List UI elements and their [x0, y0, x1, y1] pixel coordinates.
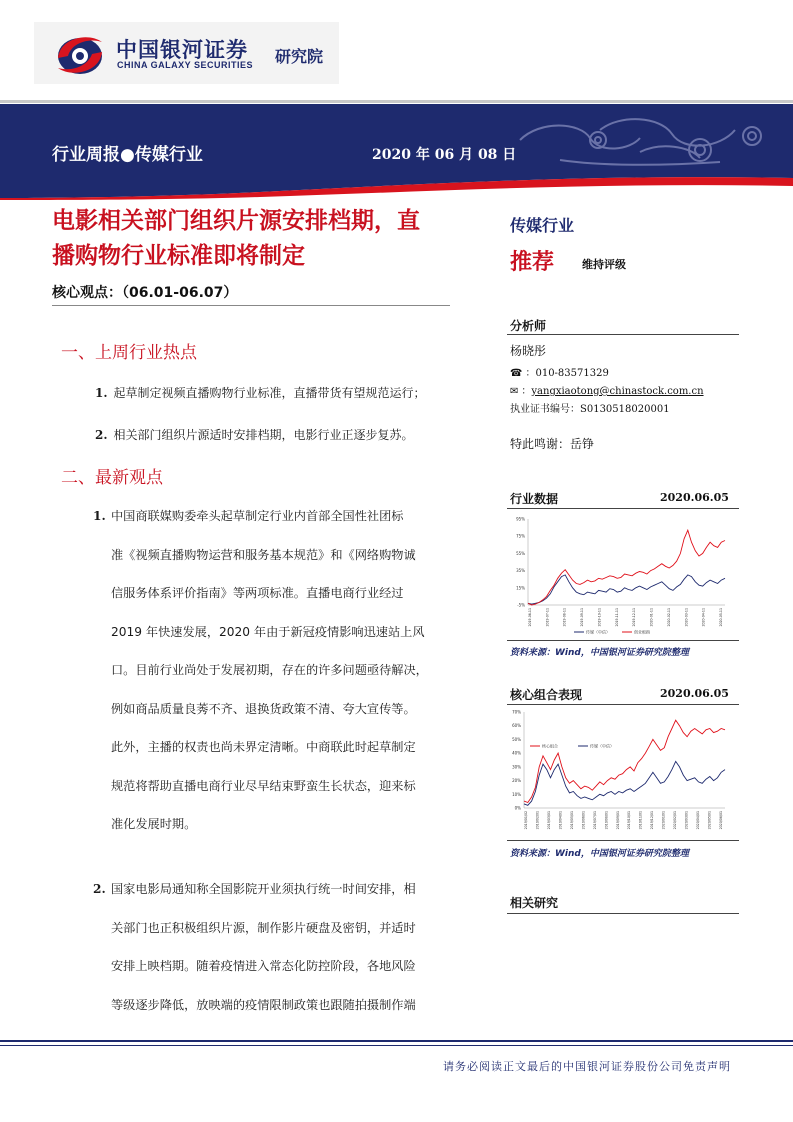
- x-tick-label: 2019/03/01: [546, 811, 551, 830]
- viewpoint-item-1: [93, 497, 453, 844]
- x-tick-label: 2019/07/01: [592, 811, 597, 830]
- industry-chart: [510, 513, 732, 638]
- company-name-cn: 中国银河证券: [116, 38, 248, 62]
- hot-item-number: 2.: [95, 428, 108, 442]
- email-prefix: ：: [521, 386, 532, 397]
- main-title-line1: 电影相关部门组织片源安排档期，直: [52, 208, 420, 234]
- analyst-phone: [510, 364, 609, 379]
- x-tick-label: 2020/04/01: [696, 811, 701, 830]
- viewpoint-line: 准化发展时期。: [111, 817, 197, 831]
- analyst-email: [510, 382, 704, 397]
- main-title-line2: 播购物行业标准即将制定: [52, 243, 305, 269]
- analyst-heading: 分析师: [510, 319, 547, 333]
- mail-icon: ✉: [510, 386, 519, 397]
- x-tick-label: 2020/01/01: [661, 811, 666, 830]
- chart1-date: 2020.06.05: [660, 491, 729, 504]
- legend-label: 传媒（中信）: [590, 743, 614, 749]
- x-tick-label: 2020-05-11: [719, 608, 723, 627]
- viewpoint-item-2: [93, 870, 453, 1024]
- industry-name: 传媒行业: [510, 216, 575, 235]
- y-tick-label: 50%: [512, 736, 521, 742]
- viewpoint-line: 口。目前行业尚处于发展初期，存在的许多问题亟待解决，: [111, 663, 428, 677]
- core-view-label: 核心观点：（06.01-06.07）: [52, 285, 238, 301]
- related-rule: [507, 913, 739, 914]
- hot-item: [95, 426, 414, 443]
- report-date: 2020 年 06 月 08 日: [372, 147, 517, 163]
- chart1-heading: 行业数据: [510, 492, 559, 506]
- viewpoint-line: 中国商联媒购委牵头起草制定行业内首部全国性社团标: [111, 509, 404, 523]
- chart2-source: 资料来源：Wind，中国银河证券研究院整理: [510, 849, 689, 859]
- viewpoint-line: 安排上映档期。随着疫情进入常态化防控阶段，各地风险: [111, 959, 416, 973]
- portfolio-chart: [510, 708, 732, 836]
- viewpoint-line: 规范将帮助直播电商行业尽早结束野蛮生长状态，迎来标: [111, 778, 416, 793]
- footer-rule: [0, 1040, 793, 1042]
- x-tick-label: 2019/02/01: [535, 811, 540, 830]
- x-tick-label: 2019/09/01: [615, 811, 620, 830]
- y-tick-label: 30%: [512, 764, 521, 770]
- chart2-heading: 核心组合表现: [510, 688, 583, 702]
- footer-rule-thin: [0, 1045, 793, 1046]
- y-tick-label: 70%: [512, 709, 521, 715]
- y-tick-label: 55%: [516, 550, 525, 556]
- y-tick-label: 95%: [516, 516, 525, 522]
- y-tick-label: 15%: [516, 585, 525, 591]
- viewpoint-line: 此外，主播的权责也尚未界定清晰。中商联此时起草制定: [111, 740, 416, 754]
- title-divider: [52, 305, 450, 306]
- footer-disclaimer: 请务必阅读正文最后的中国银河证券股份公司免责声明: [443, 1060, 731, 1073]
- section1-heading: 一、上周行业热点: [61, 343, 197, 363]
- company-logo: [34, 22, 339, 84]
- analyst-cert: 执业证书编号：S0130518020001: [510, 404, 670, 415]
- x-tick-label: 2020-02-11: [666, 608, 671, 627]
- x-tick-label: 2019/06/01: [581, 811, 586, 830]
- x-tick-label: 2020/06/01: [719, 811, 723, 830]
- x-tick-label: 2019/12/01: [650, 811, 655, 830]
- x-tick-label: 2019-09-11: [580, 608, 585, 627]
- viewpoint-line: 信服务体系评价指南》等两项标准。直播电商行业经过: [111, 586, 404, 600]
- y-tick-label: 35%: [516, 568, 525, 574]
- x-tick-label: 2019/05/01: [569, 811, 574, 830]
- x-tick-label: 2020/02/01: [673, 811, 678, 830]
- x-tick-label: 2020/03/01: [684, 811, 689, 830]
- hot-item: [95, 384, 426, 401]
- chart1-source: 资料来源：Wind，中国银河证券研究院整理: [510, 648, 689, 658]
- phone-icon: ☎: [510, 368, 523, 379]
- acknowledgement: 特此鸣谢：岳铮: [510, 437, 595, 451]
- viewpoint-number: 1.: [93, 509, 106, 523]
- viewpoint-line: 例如商品质量良莠不齐、退换货政策不清、夸大宣传等。: [111, 701, 416, 716]
- x-tick-label: 2019-06-11: [528, 608, 532, 627]
- y-tick-label: 20%: [512, 778, 521, 784]
- x-tick-label: 2019/08/01: [604, 811, 609, 830]
- legend-label: 核心组合: [542, 743, 558, 749]
- x-tick-label: 2019-12-11: [632, 608, 637, 627]
- y-tick-label: 0%: [514, 805, 521, 811]
- chart2-date: 2020.06.05: [660, 687, 729, 700]
- series-line: [524, 720, 725, 802]
- hot-item-number: 1.: [95, 386, 108, 400]
- y-tick-label: -5%: [517, 602, 525, 608]
- x-tick-label: 2020-04-11: [701, 608, 706, 627]
- x-tick-label: 2020-03-11: [684, 608, 689, 627]
- report-type: 行业周报●传媒行业: [52, 145, 203, 165]
- y-tick-label: 60%: [512, 723, 521, 729]
- chart2-rule: [507, 704, 739, 705]
- y-tick-label: 75%: [516, 533, 525, 539]
- analyst-name: 杨晓彤: [510, 344, 547, 358]
- institute-name: 研究院: [275, 47, 324, 66]
- x-tick-label: 2019/10/01: [627, 811, 632, 830]
- rating: 推荐: [510, 250, 555, 275]
- chart2-bottom-rule: [507, 840, 739, 841]
- hot-item-text: 起草制定视频直播购物行业标准，直播带货有望规范运行；: [113, 386, 426, 400]
- y-tick-label: 40%: [512, 750, 521, 756]
- main-title: [52, 204, 492, 274]
- legend-label: 创业板指: [634, 629, 650, 635]
- chart1-rule: [507, 508, 739, 509]
- viewpoint-number: 2.: [93, 882, 106, 896]
- x-tick-label: 2020/05/01: [707, 811, 712, 830]
- series-line: [528, 530, 725, 605]
- x-tick-label: 2019/01/02: [524, 811, 528, 830]
- x-tick-label: 2019-11-11: [614, 608, 619, 627]
- x-tick-label: 2019/11/01: [638, 811, 643, 830]
- x-tick-label: 2019/04/01: [558, 811, 563, 830]
- y-tick-label: 10%: [512, 791, 521, 797]
- galaxy-logo-icon: [50, 28, 110, 80]
- hot-item-text: 相关部门组织片源适时安排档期，电影行业正逐步复苏。: [113, 428, 414, 442]
- viewpoint-line: 2019 年快速发展，2020 年由于新冠疫情影响迅速站上风: [111, 624, 425, 639]
- email-link[interactable]: yangxiaotong@chinastock.com.cn: [531, 386, 704, 397]
- section2-heading: 二、最新观点: [61, 468, 163, 488]
- phone-number: ：010-83571329: [525, 368, 609, 379]
- x-tick-label: 2019-08-11: [562, 608, 567, 627]
- chart1-bottom-rule: [507, 640, 739, 641]
- viewpoint-line: 准《视频直播购物运营和服务基本规范》和《网络购物诚: [111, 547, 416, 562]
- legend-label: 传媒（中信）: [586, 629, 610, 635]
- viewpoint-line: 国家电影局通知称全国影院开业须执行统一时间安排，相: [111, 882, 416, 896]
- x-tick-label: 2019-07-11: [545, 608, 550, 627]
- x-tick-label: 2019-10-11: [597, 608, 602, 627]
- viewpoint-line: 关部门也正积极组织片源，制作影片硬盘及密钥，并适时: [111, 920, 416, 935]
- viewpoint-line: 等级逐步降低，放映端的疫情限制政策也跟随拍摄制作端: [111, 997, 416, 1012]
- analyst-rule: [507, 334, 739, 335]
- related-research-heading: 相关研究: [510, 896, 559, 910]
- rating-note: 维持评级: [582, 258, 626, 271]
- series-line: [524, 761, 725, 805]
- company-name-en: CHINA GALAXY SECURITIES: [117, 60, 254, 70]
- x-tick-label: 2020-01-11: [649, 608, 654, 627]
